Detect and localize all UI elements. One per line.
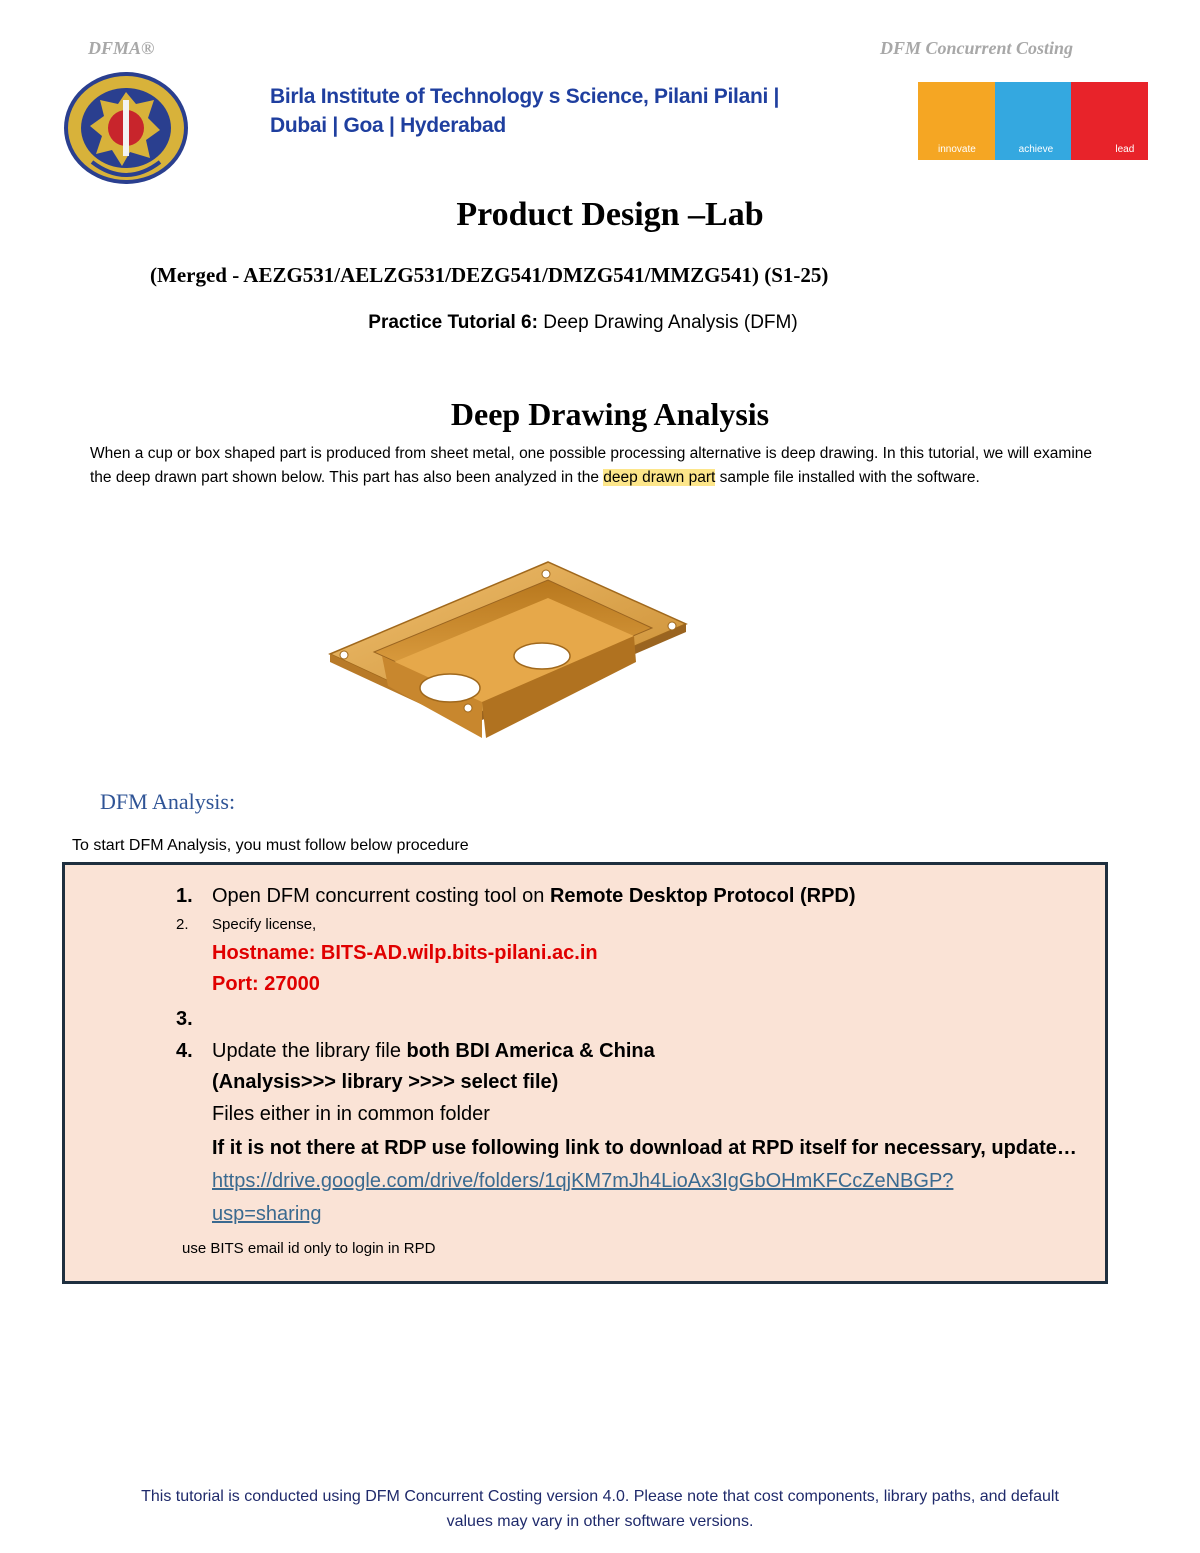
step-4-plain: Update the library file: [212, 1040, 407, 1062]
course-codes: (Merged - AEZG531/AELZG531/DEZG541/DMZG541/MMZG541) (S1-25): [150, 263, 829, 287]
logo-word-innovate: innovate: [938, 144, 976, 155]
license-hostname: Hostname: BITS-AD.wilp.bits-pilani.ac.in: [212, 942, 598, 964]
step-1-plain: Open DFM concurrent costing tool on: [212, 885, 550, 907]
bits-emblem-logo: [62, 70, 190, 186]
footer-note: [0, 1484, 1200, 1534]
logo-block-innovate: [918, 82, 995, 160]
step-3-number: 3.: [176, 1008, 193, 1030]
step-1-number: 1.: [176, 885, 193, 907]
practice-text: Deep Drawing Analysis (DFM): [537, 312, 798, 333]
step-4-path: (Analysis>>> library >>>> select file): [212, 1071, 559, 1093]
step-4-number: 4.: [176, 1040, 193, 1062]
email-note: use BITS email id only to login in RPD: [182, 1240, 436, 1257]
intro-text-before: When a cup or box shaped part is produced from sheet metal, one possible processing alternative is deep drawing. In this tutorial, we will examine the deep drawn part shown below. This part has also been analyzed in the: [90, 445, 1093, 486]
logo-word-achieve: achieve: [1018, 144, 1054, 155]
footer-line-1: This tutorial is conducted using DFM Concurrent Costing version 4.0. Please note that cost components, library paths, and default: [141, 1488, 1059, 1505]
practice-label: Practice Tutorial 6:: [368, 312, 538, 333]
deep-drawn-part-image: [322, 552, 694, 744]
step-4-files: Files either in in common folder: [212, 1103, 490, 1125]
section-title: Deep Drawing Analysis: [450, 396, 770, 432]
step-4-bold: both BDI America & China: [406, 1040, 655, 1062]
institute-line-1: Birla Institute of Technology s Science, Pilani Pilani |: [270, 85, 780, 108]
footer-line-2: values may vary in other software versions.: [446, 1513, 754, 1530]
drive-link-line-1[interactable]: https://drive.google.com/drive/folders/1qjKM7mJh4LioAx3IgGbOHmKFCcZeNBGP?: [212, 1170, 954, 1192]
drive-link-line-2[interactable]: usp=sharing: [212, 1203, 322, 1225]
logo-word-lead: lead: [1115, 144, 1135, 155]
step-2-number: 2.: [176, 916, 189, 933]
intro-paragraph: [90, 442, 1100, 489]
practice-tutorial: [0, 312, 1166, 334]
step-1-bold: Remote Desktop Protocol (RPD): [549, 885, 856, 907]
institute-line-2: Dubai | Goa | Hyderabad: [270, 114, 506, 137]
institute-name: [270, 82, 779, 140]
header-right: DFM Concurrent Costing: [880, 38, 1074, 58]
step-2-text: Specify license,: [212, 916, 317, 933]
start-instruction: To start DFM Analysis, you must follow below procedure: [72, 837, 469, 854]
innovate-achieve-lead-logo: [918, 82, 1148, 160]
dfm-analysis-heading: DFM Analysis:: [100, 789, 236, 814]
logo-block-achieve: [995, 82, 1072, 160]
step-4-note: If it is not there at RDP use following link to download at RPD itself for necessary, update…: [212, 1137, 1077, 1159]
license-port: Port: 27000: [212, 973, 320, 995]
intro-text-after: sample file installed with the software.: [715, 468, 980, 486]
intro-highlight: deep drawn part: [603, 468, 716, 486]
page-title: Product Design –Lab: [456, 196, 764, 233]
header-left: DFMA®: [88, 38, 155, 58]
logo-block-lead: [1071, 82, 1148, 160]
